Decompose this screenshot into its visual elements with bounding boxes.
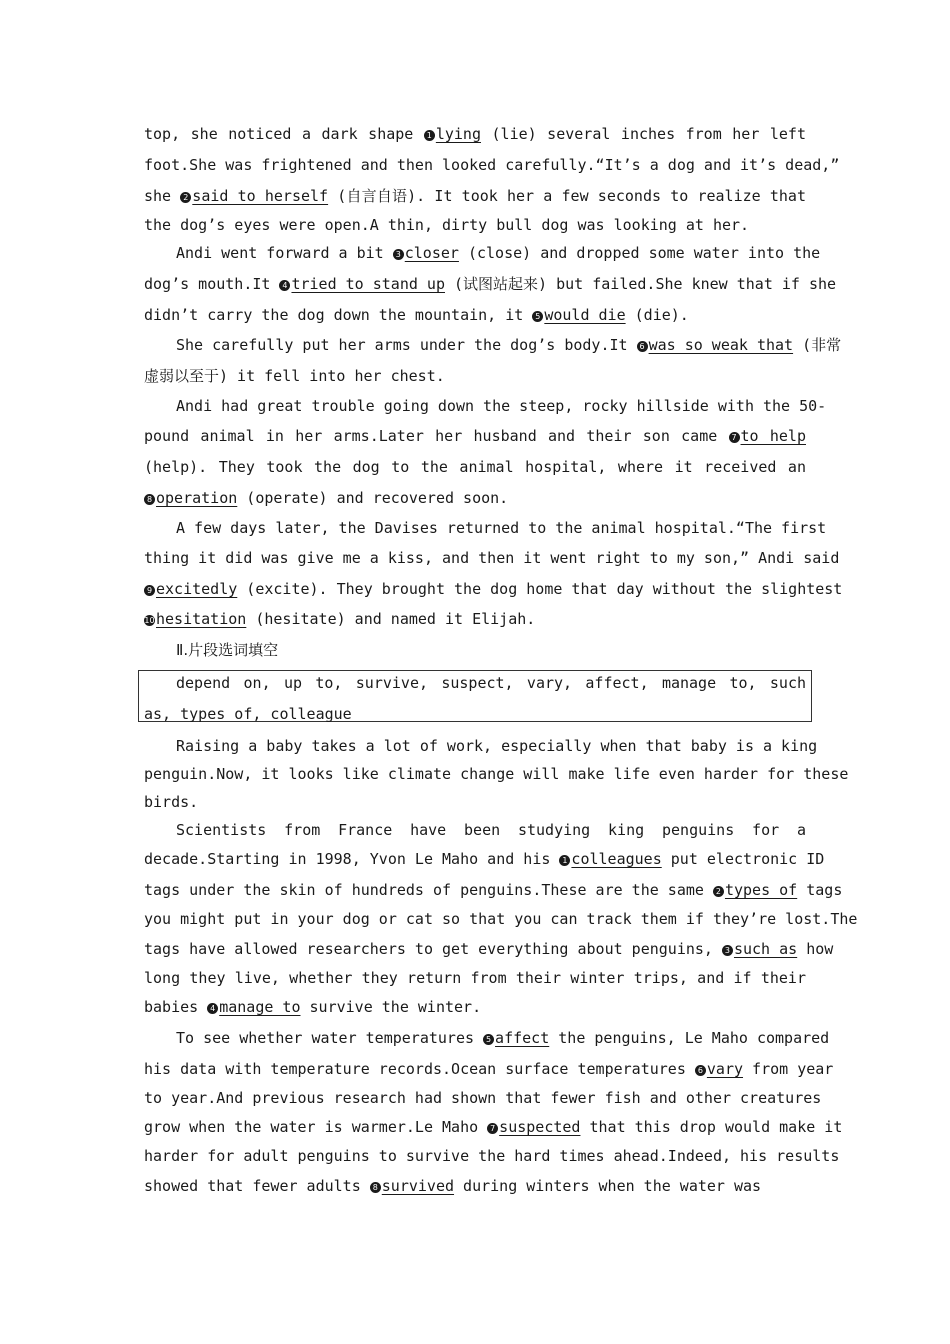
- text-line: [176, 241, 821, 265]
- text-run: (自言自语). It took her a few seconds to realize that: [328, 187, 806, 205]
- text-run: (die).: [625, 306, 689, 324]
- blank-number-badge: 8: [144, 494, 155, 505]
- text-line: [176, 1026, 830, 1050]
- text-line: [176, 818, 806, 842]
- answer-blank: survived: [381, 1177, 455, 1195]
- text-run: (operate) and recovered soon.: [237, 489, 509, 507]
- text-run: tags: [797, 881, 843, 899]
- text-line: [144, 607, 806, 631]
- text-line: [144, 966, 806, 990]
- text-run: long they live, whether they return from their winter trips, and if their: [144, 969, 806, 987]
- text-line: [144, 153, 840, 177]
- answer-blank: suspected: [499, 1118, 581, 1136]
- answer-blank: operation: [156, 489, 238, 507]
- text-run: A few days later, the Davises returned to the animal hospital.“The first: [176, 519, 827, 537]
- text-line: [144, 546, 840, 570]
- text-run: survive the winter.: [300, 998, 482, 1016]
- text-run: (close) and dropped some water into the: [458, 244, 821, 262]
- text-run: (试图站起来) but failed.She knew that if she: [445, 275, 837, 293]
- blank-number-badge: 4: [279, 280, 290, 291]
- text-run: didn’t carry the dog down the mountain, it: [144, 306, 533, 324]
- answer-blank: vary: [706, 1060, 744, 1078]
- text-run: birds.: [144, 793, 199, 811]
- text-run: pound animal in her arms.Later her husband and their son came: [144, 427, 729, 445]
- answer-blank: was so weak that: [648, 336, 794, 354]
- blank-number-badge: 2: [713, 886, 724, 897]
- blank-number-badge: 4: [207, 1003, 218, 1014]
- text-run: Andi had great trouble going down the steep, rocky hillside with the 50-: [176, 397, 827, 415]
- text-run: showed that fewer adults: [144, 1177, 370, 1195]
- section-heading: Ⅱ.片段选词填空: [176, 641, 279, 659]
- text-line: [144, 272, 837, 296]
- text-line: [144, 424, 806, 448]
- text-run: how: [797, 940, 834, 958]
- blank-number-badge: 7: [729, 432, 740, 443]
- blank-number-badge: 2: [180, 192, 191, 203]
- blank-number-badge: 1: [424, 130, 435, 141]
- text-run: foot.She was frightened and then looked carefully.“It’s a dog and it’s dead,”: [144, 156, 840, 174]
- blank-number-badge: 6: [695, 1065, 706, 1076]
- text-run: tags under the skin of hundreds of penguins.These are the same: [144, 881, 713, 899]
- text-line: [144, 455, 806, 479]
- text-run: babies: [144, 998, 208, 1016]
- blank-number-badge: 10: [144, 616, 155, 625]
- text-line: [144, 790, 806, 814]
- text-line: [144, 577, 843, 601]
- answer-blank: types of: [724, 881, 798, 899]
- blank-number-badge: 8: [370, 1182, 381, 1193]
- text-run: as, types of, colleague: [144, 705, 352, 723]
- text-line: [144, 486, 806, 510]
- text-line: [144, 1086, 822, 1110]
- answer-blank: excitedly: [156, 580, 238, 598]
- blank-number-badge: 5: [532, 311, 543, 322]
- text-line: [144, 878, 843, 902]
- text-line: [144, 907, 858, 931]
- text-run: thing it did was give me a kiss, and then it went right to my son,” Andi said: [144, 549, 840, 567]
- answer-blank: lying: [435, 125, 481, 143]
- text-run: To see whether water temperatures: [176, 1029, 484, 1047]
- text-line: [144, 937, 834, 961]
- answer-blank: said to herself: [192, 187, 329, 205]
- text-run: harder for adult penguins to survive the hard times ahead.Indeed, his results: [144, 1147, 840, 1165]
- text-line: [144, 303, 806, 327]
- text-line: [176, 671, 806, 695]
- text-run: top, she noticed a dark shape: [144, 125, 424, 143]
- text-run: (help). They took the dog to the animal hospital, where it received an: [144, 458, 806, 476]
- answer-blank: manage to: [219, 998, 301, 1016]
- text-line: [176, 394, 827, 418]
- text-line: [176, 516, 827, 540]
- text-line: [144, 364, 806, 388]
- text-run: depend on, up to, survive, suspect, vary, affect, manage to, such: [176, 674, 806, 692]
- text-run: you might put in your dog or cat so that you can track them if they’re lost.The: [144, 910, 858, 928]
- text-run: his data with temperature records.Ocean surface temperatures: [144, 1060, 695, 1078]
- text-run: she: [144, 187, 181, 205]
- text-run: (非常: [793, 336, 842, 354]
- text-run: grow when the water is warmer.Le Maho: [144, 1118, 488, 1136]
- text-line: [144, 1057, 834, 1081]
- text-run: penguin.Now, it looks like climate change will make life even harder for these: [144, 765, 849, 783]
- text-line: [144, 1115, 843, 1139]
- answer-blank: would die: [544, 306, 626, 324]
- text-run: 虚弱以至于) it fell into her chest.: [144, 367, 445, 385]
- answer-blank: closer: [404, 244, 459, 262]
- answer-blank: affect: [495, 1029, 550, 1047]
- answer-blank: to help: [740, 427, 806, 445]
- text-line: [144, 702, 806, 726]
- text-run: decade.Starting in 1998, Yvon Le Maho and his: [144, 850, 560, 868]
- text-line: [144, 762, 849, 786]
- text-line: [144, 213, 806, 237]
- text-line: [144, 1174, 806, 1198]
- text-line: [176, 333, 842, 357]
- answer-blank: colleagues: [571, 850, 662, 868]
- answer-blank: tried to stand up: [291, 275, 445, 293]
- text-run: (excite). They brought the dog home that day without the slightest: [237, 580, 843, 598]
- text-run: (lie) several inches from her left: [481, 125, 806, 143]
- blank-number-badge: 3: [393, 249, 404, 260]
- blank-number-badge: 3: [722, 945, 733, 956]
- text-run: to year.And previous research had shown that fewer fish and other creatures: [144, 1089, 822, 1107]
- text-line: [144, 122, 806, 146]
- text-run: during winters when the water was: [454, 1177, 762, 1195]
- text-run: that this drop would make it: [580, 1118, 843, 1136]
- text-line: [144, 847, 825, 871]
- text-run: tags have allowed researchers to get everything about penguins,: [144, 940, 722, 958]
- text-line: [144, 184, 806, 208]
- text-run: the dog’s eyes were open.A thin, dirty bull dog was looking at her.: [144, 216, 750, 234]
- text-run: from year: [743, 1060, 834, 1078]
- text-run: put electronic ID: [661, 850, 825, 868]
- text-line: [176, 734, 818, 758]
- text-run: the penguins, Le Maho compared: [549, 1029, 830, 1047]
- text-run: dog’s mouth.It: [144, 275, 280, 293]
- blank-number-badge: 9: [144, 585, 155, 596]
- answer-blank: hesitation: [156, 610, 247, 628]
- blank-number-badge: 7: [487, 1123, 498, 1134]
- blank-number-badge: 5: [483, 1034, 494, 1045]
- text-run: Andi went forward a bit: [176, 244, 393, 262]
- text-run: (hesitate) and named it Elijah.: [246, 610, 536, 628]
- text-line: [144, 995, 806, 1019]
- answer-blank: such as: [733, 940, 798, 958]
- text-run: Scientists from France have been studying king penguins for a: [176, 821, 806, 839]
- text-run: She carefully put her arms under the dog’s body.It: [176, 336, 637, 354]
- text-line: [144, 1144, 840, 1168]
- blank-number-badge: 1: [559, 855, 570, 866]
- text-run: Raising a baby takes a lot of work, especially when that baby is a king: [176, 737, 818, 755]
- blank-number-badge: 6: [637, 341, 648, 352]
